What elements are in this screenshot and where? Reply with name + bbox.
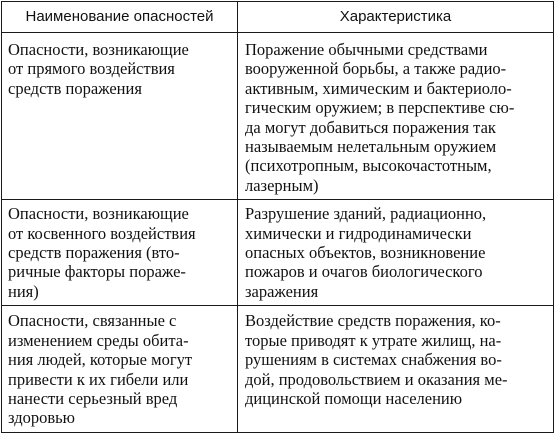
description-cell	[238, 306, 554, 433]
hazard-text: Опасности, возникающие от косвенного воздействия средств поражения (вто- ричные факторы пораже- ния)	[8, 204, 196, 301]
column-header-characteristic	[238, 2, 554, 33]
table-row	[2, 200, 554, 306]
description-text: Поражение обычными средствами вооруженной борьбы, а также радио- активным, химическим и бактериоло- гическим оружием; в перспективе сю- да могут добавиться поражения так называемым нелетальным оружием (психотропным, высокочастотным, лазерным)	[245, 40, 515, 195]
table-row	[2, 306, 554, 433]
column-header-label: Характеристика	[339, 8, 452, 25]
description-cell	[238, 200, 554, 306]
description-cell	[238, 33, 554, 200]
description-text: Разрушение зданий, радиационно, химически и гидродинамически опасных объектов, возникновение пожаров и очагов биологического заражения	[245, 204, 487, 301]
table-header-row	[2, 2, 554, 33]
table-row	[2, 33, 554, 200]
hazard-cell	[2, 33, 238, 200]
column-header-hazard-name	[2, 2, 238, 33]
description-text: Воздействие средств поражения, ко- торые приводят к утрате жилищ, на- рушениям в системах снабжения во- дой, продовольствием и оказания ме- дицинской помощи населению	[245, 311, 508, 408]
hazard-text: Опасности, возникающие от прямого воздействия средств поражения	[8, 40, 189, 98]
hazard-cell	[2, 200, 238, 306]
hazard-text: Опасности, связанные с изменением среды обита- ния людей, которые могут привести к их гибели или нанести серьезный вред здоровью	[8, 311, 193, 428]
hazard-cell	[2, 306, 238, 433]
hazards-table	[1, 1, 554, 433]
column-header-label: Наименование опасностей	[25, 8, 214, 25]
